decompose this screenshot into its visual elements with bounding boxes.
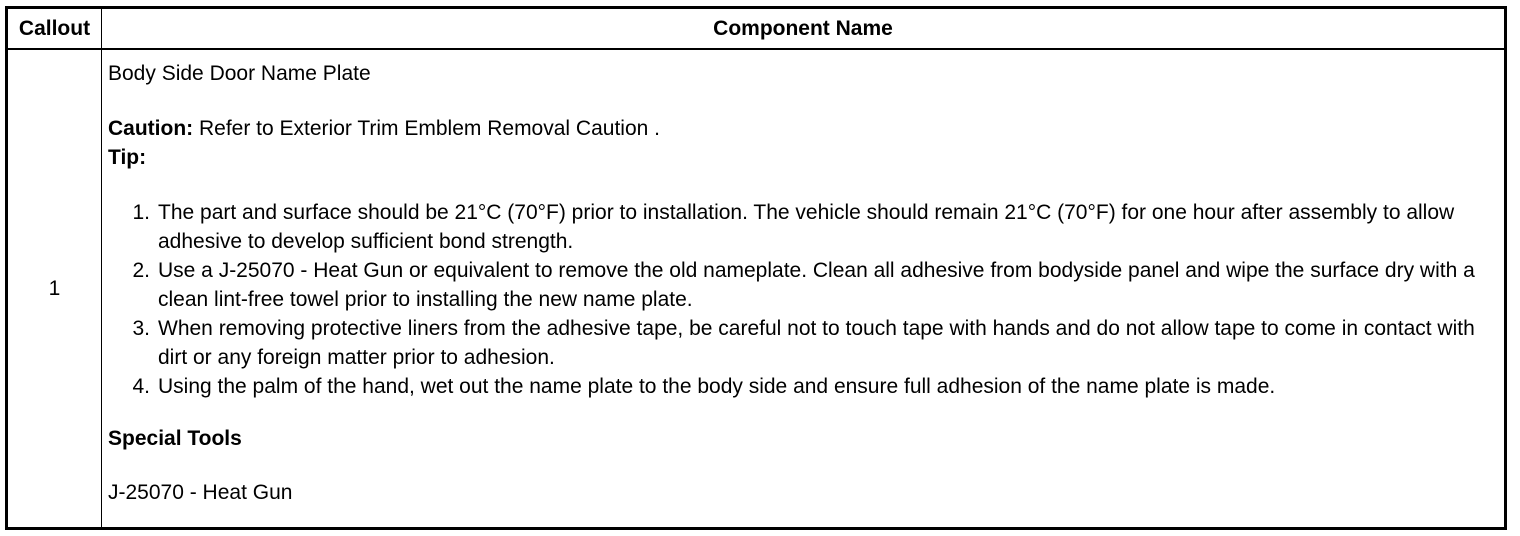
list-item [108,256,1496,314]
component-name-header: Component Name [102,8,1506,50]
caution-line [108,114,1496,143]
step-text: Using the palm of the hand, wet out the name plate to the body side and ensure full adhesion of the name plate is made. [158,375,1276,398]
caution-text: Refer to Exterior Trim Emblem Removal Caution . [193,117,660,140]
table-header-row [7,8,1506,50]
list-item [108,372,1496,401]
callout-number: 1 [7,49,102,529]
special-tools-heading: Special Tools [108,427,242,450]
step-number: 2. [132,259,150,282]
list-item [108,314,1496,372]
list-item [108,198,1496,256]
caution-label: Caution: [108,117,194,140]
step-text: When removing protective liners from the adhesive tape, be careful not to touch tape with hands and do not allow tape to come in contact with dirt or any foreign matter prior to adhesion. [158,317,1475,369]
tip-steps-list [108,198,1496,401]
step-number: 3. [132,317,150,340]
component-title: Body Side Door Name Plate [108,62,371,85]
component-detail-cell [102,49,1506,529]
step-number: 4. [132,375,150,398]
step-number: 1. [132,201,150,224]
tip-label [108,143,1496,172]
callout-header: Callout [7,8,102,50]
step-text: The part and surface should be 21°C (70°F) prior to installation. The vehicle should remain 21°C (70°F) for one hour after assembly to allow adhesive to develop sufficient bond strength. [158,201,1455,253]
table-row [7,49,1506,529]
step-text: Use a J-25070 - Heat Gun or equivalent to remove the old nameplate. Clean all adhesive from bodyside panel and wipe the surface dry with a clean lint-free towel prior to installing the new name plate. [158,259,1475,311]
tip-label-text: Tip: [108,146,147,169]
special-tool-item: J-25070 - Heat Gun [108,481,293,504]
component-table [5,6,1507,530]
